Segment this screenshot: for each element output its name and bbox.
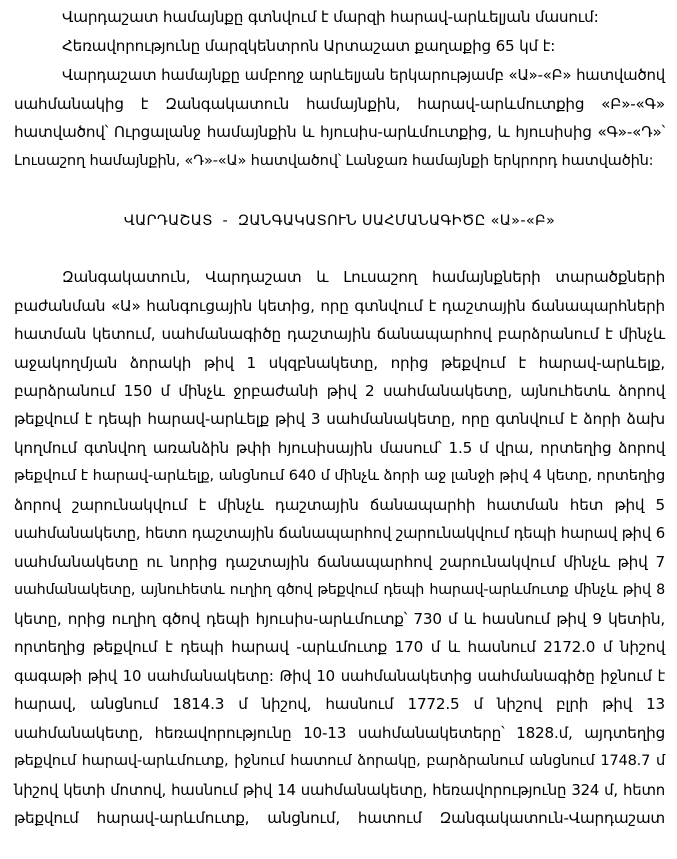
body-line-19: նիշով կետի մոտով, հասնում թիվ 14 սահմանակետը, հեռավորությունը 324 մ, հետո: [14, 781, 665, 799]
intro-paragraph-3-line-3: հատվածով՝ Ուրցալանջ համայնքին և հյուսիս-արևմուտքից, և հյուսիսից «Գ»-«Դ»՝: [14, 123, 665, 141]
body-line-1: Զանգակատուն, Վարդաշատ և Լուսաշող համայնքների տարածքների: [62, 268, 665, 286]
body-line-13: կետը, որից ուղիղ գծով դեպի հյուսիս-արևմուտք՝ 730 մ և հասնում թիվ 9 կետին,: [14, 610, 665, 628]
intro-paragraph-1-line-1: Վարդաշատ համայնքը գտնվում է մարզի հարավ-արևելյան մասում:: [62, 8, 599, 26]
body-line-17: սահմանակետը, հեռավորությունը 10-13 սահմանակետերը՝ 1828.մ, այդտեղից: [14, 724, 665, 742]
intro-paragraph-3-line-4: Լուսաշող համայնքին, «Դ»-«Ա» հատվածով՝ Լանջառ համայնքի երկրորդ հատվածին:: [14, 152, 654, 169]
body-line-15: գագաթի թիվ 10 սահմանակետը: Թիվ 10 սահմանակետից սահմանագիծը իջնում է: [14, 667, 665, 685]
body-line-18: թեքվում հարավ-արևմուտք, իջնում հատում ձորակը, բարձրանում անցնում 1748.7 մ: [14, 752, 665, 769]
body-line-4: աջակողմյան ձորակի թիվ 1 սկզբնակետը, որից թեքվում է հարավ-արևելք,: [14, 354, 665, 372]
body-line-5: բարձրանում 150 մ մինչև ջրբաժանի թիվ 2 սահմանակետը, այնուհետև ձորով: [14, 382, 665, 400]
body-line-10: սահմանակետը, հետո դաշտային ճանապարհով շարունակվում դեպի հարավ թիվ 6: [14, 524, 665, 542]
body-line-8: թեքվում է հարավ-արևելք, անցնում 640 մ մինչև ձորի աջ լանջի թիվ 4 կետը, որտեղից: [14, 467, 665, 484]
section-heading: ՎԱՐԴԱՇԱՏ - ԶԱՆԳԱԿԱՏՈՒՆ ՍԱՀՄԱՆԱԳԻԾԸ «Ա»-«Բ»: [123, 213, 556, 229]
intro-paragraph-2-line-1: Հեռավորությունը մարզկենտրոն Արտաշատ քաղաքից 65 կմ է:: [62, 37, 556, 55]
body-line-2: բաժանման «Ա» հանգուցային կետից, որը գտնվում է դաշտային ճանապարհների: [14, 297, 665, 315]
body-line-9: ձորով շարունակվում է մինչև դաշտային ճանապարհի հատման հետ թիվ 5: [14, 496, 665, 514]
body-line-20: թեքվում հարավ-արևմուտք, անցնում, հատում Զանգակատուն-Վարդաշատ: [14, 809, 665, 827]
intro-paragraph-3-line-1: Վարդաշատ համայնքը ամբողջ արևելյան երկարությամբ «Ա»-«Բ» հատվածով: [62, 66, 665, 84]
body-line-3: հատման կետում, սահմանագիծը դաշտային ճանապարհով բարձրանում է մինչև: [14, 325, 665, 343]
body-line-6: թեքվում է դեպի հարավ-արևելք թիվ 3 սահմանակետը, որը գտնվում է ձորի ձախ: [14, 410, 665, 428]
body-line-16: հարավ, անցնում 1814.3 մ նիշով, հասնում 1772.5 մ նիշով բլրի թիվ 13: [14, 695, 665, 713]
body-line-11: սահմանակետը ու նորից դաշտային ճանապարհով շարունակվում մինչև թիվ 7: [14, 553, 665, 571]
body-line-7: կողմում գտնվող առանձին թփի հյուսիսային մասում՝ 1.5 մ վրա, որտեղից ձորով: [14, 439, 665, 457]
body-line-14: որտեղից թեքվում է դեպի հարավ -արևմուտք 170 մ և հասնում 2172.0 մ նիշով: [14, 638, 665, 656]
intro-paragraph-3-line-2: սահմանակից է Զանգակատուն համայնքին, հարավ-արևմուտքից «Բ»-«Գ»: [14, 95, 665, 113]
body-line-12: սահմանակետը, այնուհետև ուղիղ գծով թեքվում դեպի հարավ-արևմուտք մինչև թիվ 8: [14, 582, 665, 598]
